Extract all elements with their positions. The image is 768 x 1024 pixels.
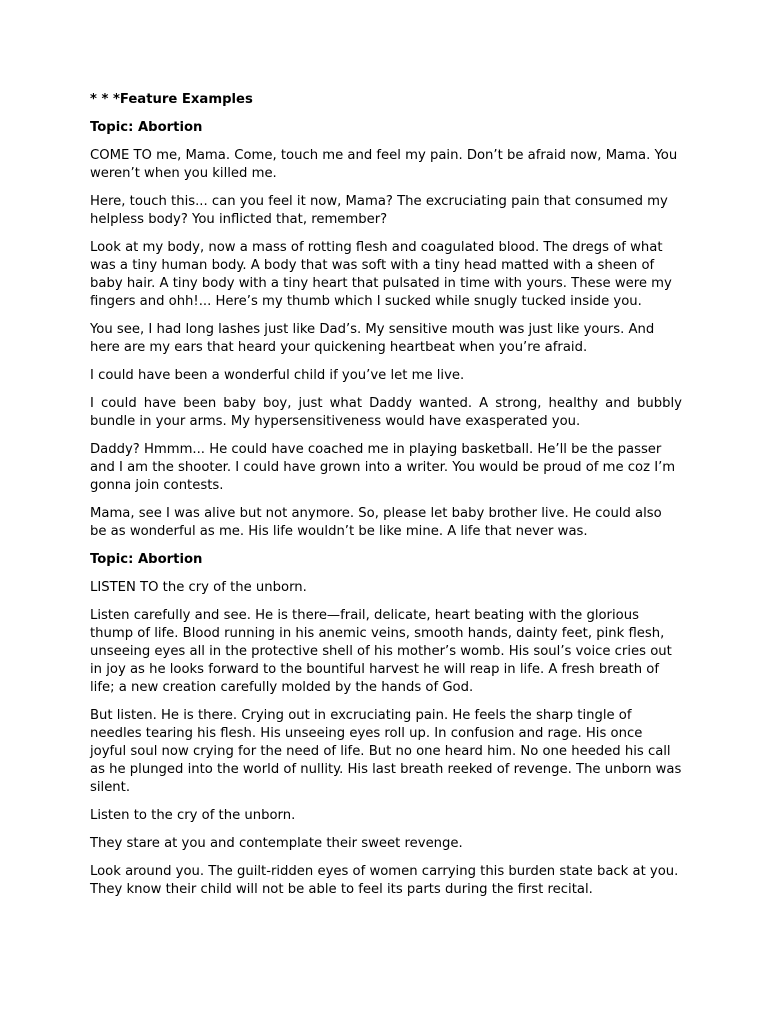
paragraph: Daddy? Hmmm... He could have coached me in playing basketball. He’ll be the passer and I am the shooter. I could have grown into a writer. You would be proud of me coz I’m gonna join contests. [90,442,676,493]
paragraph: Listen carefully and see. He is there—frail, delicate, heart beating with the glorious thump of life. Blood running in his anemic veins, smooth hands, dainty feet, pink flesh, unseeing eyes all in the protective shell of his mother’s womb. His soul’s voice cries out in joy as he looks forward to the bountiful harvest he will reap in life. A fresh breath of life; a new creation carefully molded by the hands of God. [90,608,672,695]
document-header: * * *Feature Examples [90,92,253,107]
paragraph: LISTEN TO the cry of the unborn. [90,580,307,595]
section-heading: Topic: Abortion [90,120,203,135]
document-page [90,91,682,909]
paragraph: They stare at you and contemplate their sweet revenge. [90,836,463,851]
paragraph: Here, touch this... can you feel it now, Mama? The excruciating pain that consumed my helpless body? You inflicted that, remember? [90,194,668,227]
paragraph: Look around you. The guilt-ridden eyes of women carrying this burden state back at you. They know their child will not be able to feel its parts during the first recital. [90,864,679,897]
paragraph: Listen to the cry of the unborn. [90,808,296,823]
section-heading: Topic: Abortion [90,552,203,567]
paragraph: Look at my body, now a mass of rotting flesh and coagulated blood. The dregs of what was a tiny human body. A body that was soft with a tiny head matted with a sheen of baby hair. A tiny body with a tiny heart that pulsated in time with yours. These were my fingers and ohh!... Here’s my thumb which I sucked while snugly tucked inside you. [90,240,672,309]
paragraph: I could have been baby boy, just what Daddy wanted. A strong, healthy and bubbly bundle in your arms. My hypersensitiveness would have exasperated you. [90,396,682,429]
paragraph: But listen. He is there. Crying out in excruciating pain. He feels the sharp tingle of needles tearing his flesh. His unseeing eyes roll up. In confusion and rage. His once joyful soul now crying for the need of life. But no one heard him. No one heeded his call as he plunged into the world of nullity. His last breath reeked of revenge. The unborn was silent. [90,708,682,795]
paragraph: COME TO me, Mama. Come, touch me and feel my pain. Don’t be afraid now, Mama. You weren’t when you killed me. [90,148,678,181]
paragraph: Mama, see I was alive but not anymore. So, please let baby brother live. He could also be as wonderful as me. His life wouldn’t be like mine. A life that never was. [90,506,662,539]
paragraph: You see, I had long lashes just like Dad’s. My sensitive mouth was just like yours. And here are my ears that heard your quickening heartbeat when you’re afraid. [90,322,655,355]
paragraph: I could have been a wonderful child if you’ve let me live. [90,368,465,383]
